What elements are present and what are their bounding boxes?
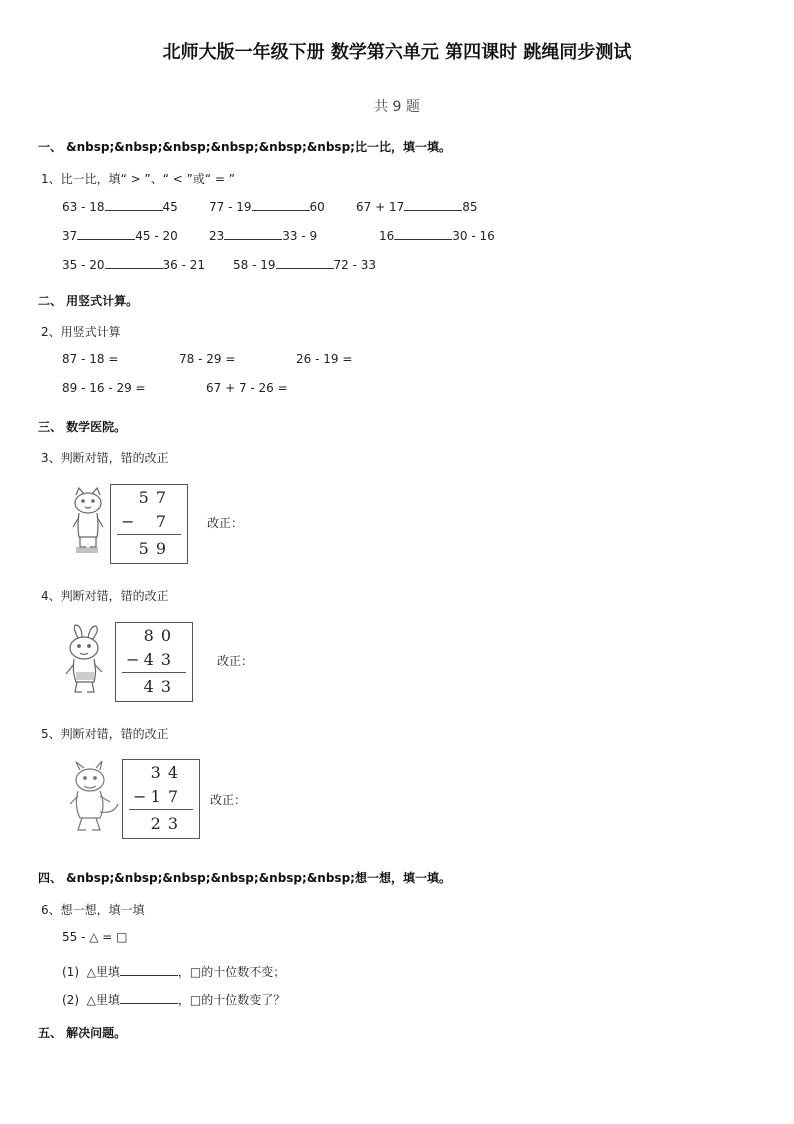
calc-item: 87 - 18 = xyxy=(62,352,119,366)
sub-question-1: (1) △里填 ，□的十位数不变； xyxy=(62,965,286,979)
calc-item: 78 - 29 = xyxy=(179,352,236,366)
cat-cartoon-icon xyxy=(70,487,106,557)
answer-blank[interactable] xyxy=(224,227,282,240)
compare-item: 77 - 19 60 xyxy=(209,200,325,214)
section-heading-3: 三、 数学医院。 xyxy=(38,420,127,434)
compare-item: 35 - 20 36 - 21 xyxy=(62,258,205,272)
dragon-cartoon-icon xyxy=(66,760,122,835)
compare-item: 67 + 17 85 xyxy=(356,200,478,214)
correction-label: 改正： xyxy=(217,654,254,668)
section-heading-5: 五、 解决问题。 xyxy=(38,1026,127,1040)
subtraction-figure xyxy=(110,484,188,564)
compare-item: 37 45 - 20 xyxy=(62,229,178,243)
calc-item: 26 - 19 = xyxy=(296,352,353,366)
answer-blank[interactable] xyxy=(276,256,334,269)
subtrahend: 7 xyxy=(155,512,173,531)
minuend: 57 xyxy=(138,488,173,507)
subtraction-figure xyxy=(122,759,200,839)
answer-blank[interactable] xyxy=(77,227,135,240)
question-count: 共 9 题 xyxy=(374,99,420,115)
answer-blank[interactable] xyxy=(252,198,310,211)
question-2-prompt: 2、用竖式计算 xyxy=(41,325,121,339)
answer-blank[interactable] xyxy=(120,991,178,1004)
rabbit-cartoon-icon xyxy=(62,624,110,699)
answer-blank[interactable] xyxy=(394,227,452,240)
question-4-prompt: 4、判断对错，错的改正 xyxy=(41,589,169,603)
question-1-prompt: 1、比一比，填“ > ”、“ < ”或“ = ” xyxy=(41,172,235,186)
result-line xyxy=(129,809,193,810)
correction-label: 改正： xyxy=(210,793,247,807)
question-3-prompt: 3、判断对错，错的改正 xyxy=(41,451,169,465)
sub-question-2: (2) △里填 ，□的十位数变了？ xyxy=(62,993,286,1007)
minuend: 34 xyxy=(150,763,185,782)
compare-item: 63 - 18 45 xyxy=(62,200,178,214)
compare-item: 58 - 19 72 - 33 xyxy=(233,258,376,272)
subtrahend: 17 xyxy=(150,787,185,806)
difference: 23 xyxy=(150,814,185,833)
answer-blank[interactable] xyxy=(105,256,163,269)
section-heading-2: 二、 用竖式计算。 xyxy=(38,294,139,308)
question-6-prompt: 6、想一想，填一填 xyxy=(41,903,145,917)
section-heading-4: 四、 &nbsp;&nbsp;&nbsp;&nbsp;&nbsp;&nbsp;想一想，填一填。 xyxy=(38,871,451,885)
section-heading-1: 一、 &nbsp;&nbsp;&nbsp;&nbsp;&nbsp;&nbsp;比一比，填一填。 xyxy=(38,140,451,154)
correction-label: 改正： xyxy=(207,516,244,530)
minus-sign: − xyxy=(121,512,135,531)
answer-blank[interactable] xyxy=(404,198,462,211)
result-line xyxy=(117,534,181,535)
difference: 43 xyxy=(143,677,178,696)
minuend: 80 xyxy=(143,626,178,645)
compare-item: 23 33 - 9 xyxy=(209,229,318,243)
equation: 55 - △ = □ xyxy=(62,930,128,944)
answer-blank[interactable] xyxy=(120,963,178,976)
minus-sign: − xyxy=(133,787,147,806)
minus-sign: − xyxy=(126,650,140,669)
question-5-prompt: 5、判断对错，错的改正 xyxy=(41,727,169,741)
calc-item: 67 + 7 - 26 = xyxy=(206,381,288,395)
difference: 59 xyxy=(138,539,173,558)
page-title: 北师大版一年级下册 数学第六单元 第四课时 跳绳同步测试 xyxy=(162,42,632,63)
subtraction-figure xyxy=(115,622,193,702)
calc-item: 89 - 16 - 29 = xyxy=(62,381,146,395)
result-line xyxy=(122,672,186,673)
subtrahend: 43 xyxy=(143,650,178,669)
answer-blank[interactable] xyxy=(105,198,163,211)
compare-item: 16 30 - 16 xyxy=(379,229,495,243)
